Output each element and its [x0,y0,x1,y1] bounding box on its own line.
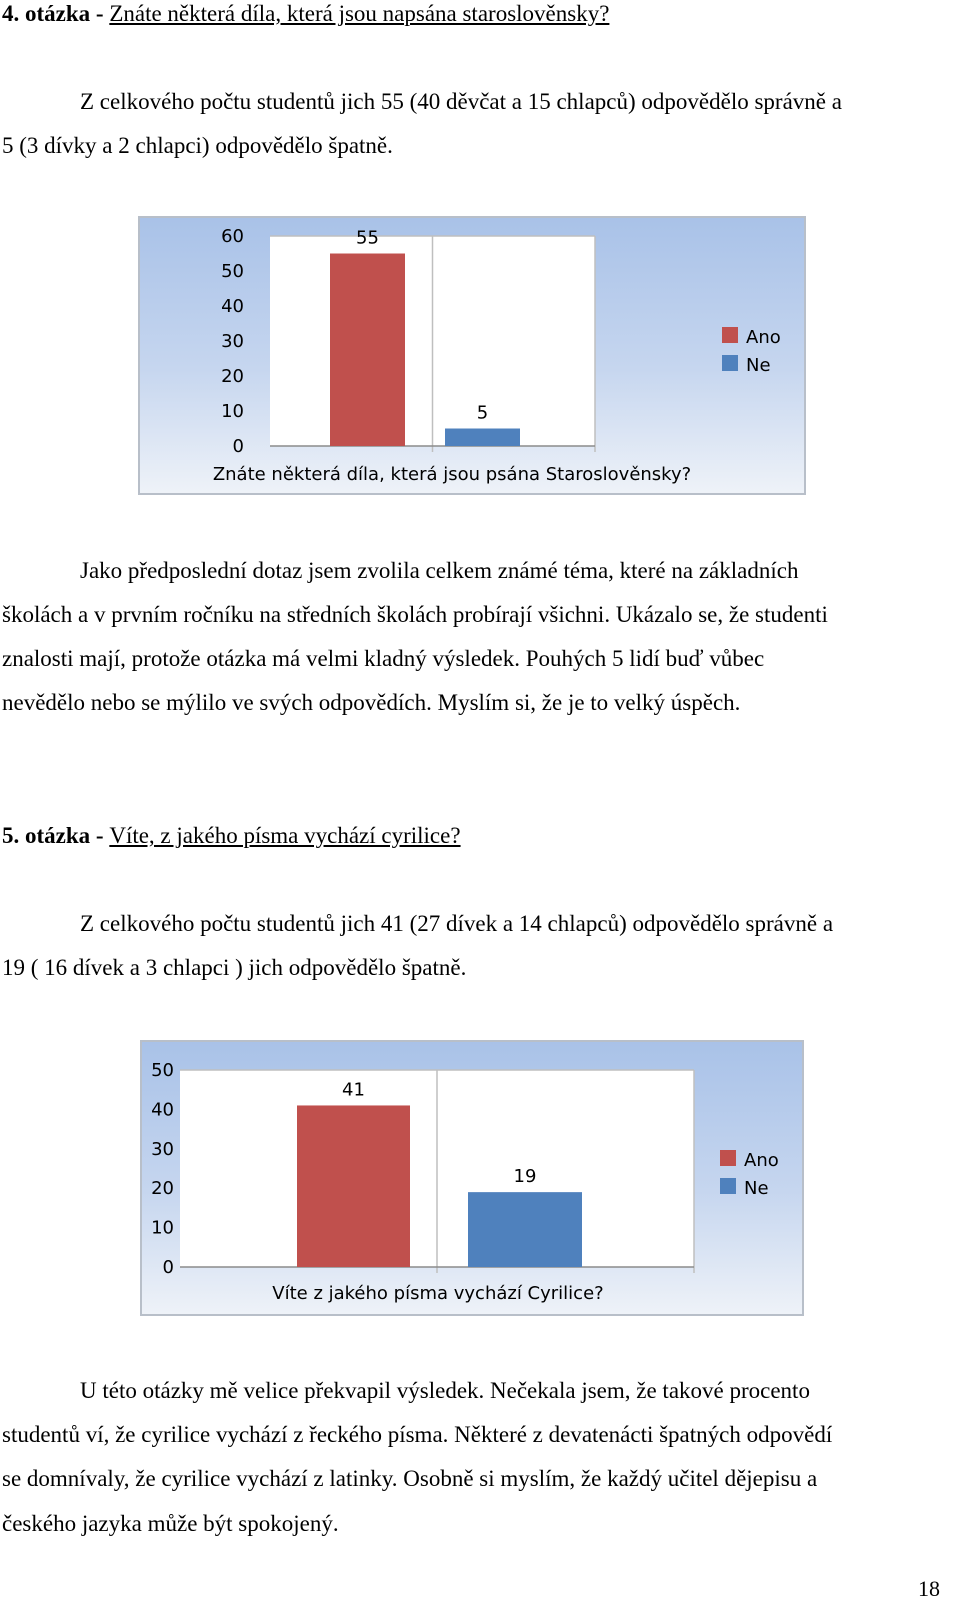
y-tick-label: 40 [221,296,244,317]
chart-svg [142,1042,802,1314]
legend-swatch [720,1178,736,1194]
y-tick-label: 30 [221,331,244,352]
data-label: 5 [476,402,489,424]
page-number: 18 [918,1576,940,1601]
legend-swatch [720,1150,736,1166]
y-tick-label: 60 [221,226,244,247]
q4-heading [2,0,609,28]
q5-comment-line2: studentů ví, že cyrilice vychází z řeckého písma. Některé z devatenácti špatných odpovědí [2,1422,833,1447]
y-tick-label: 30 [151,1138,174,1160]
q4-result-line1: Z celkového počtu studentů jich 55 (40 děvčat a 15 chlapců) odpovědělo správně a [80,89,842,114]
legend-label: Ano [744,1150,779,1171]
legend-label: Ne [744,1178,769,1199]
q4-chart [138,216,806,495]
bar-ne [468,1192,582,1267]
y-tick-label: 20 [151,1178,174,1200]
legend-label: Ano [746,327,781,348]
legend-swatch [722,355,738,371]
q5-chart [140,1040,804,1316]
bar-ano [330,254,405,447]
y-tick-label: 0 [232,436,244,457]
legend-swatch [722,327,738,343]
q4-heading-number: 4. otázka - [2,1,110,26]
q4-comment-line4: nevědělo nebo se mýlilo ve svých odpovědích. Myslím si, že je to velký úspěch. [2,690,741,715]
y-tick-label: 10 [221,401,244,422]
data-label: 19 [513,1166,537,1188]
q5-heading-question: Víte, z jakého písma vychází cyrilice? [109,823,461,848]
q4-result-line2: 5 (3 dívky a 2 chlapci) odpovědělo špatně. [2,133,393,158]
q5-heading-number: 5. otázka - [2,823,110,848]
bar-ne [445,429,520,447]
y-tick-label: 10 [151,1217,174,1239]
x-category-label: Znáte některá díla, která jsou psána Staroslověnsky? [212,464,692,485]
q5-comment-line4: českého jazyka může být spokojený. [2,1511,339,1536]
legend-label: Ne [746,355,771,376]
q4-comment-line3: znalosti mají, protože otázka má velmi kladný výsledek. Pouhých 5 lidí buď vůbec [2,646,765,671]
bar-ano [297,1105,410,1267]
q4-comment-line1: Jako předposlední dotaz jsem zvolila celkem známé téma, které na základních [80,558,799,583]
q4-heading-question: Znáte některá díla, která jsou napsána staroslověnsky? [109,1,610,26]
q5-heading [2,822,461,850]
x-category-label: Víte z jakého písma vychází Cyrilice? [272,1283,604,1304]
data-label: 55 [356,227,379,249]
q5-result-line2: 19 ( 16 dívek a 3 chlapci ) jich odpovědělo špatně. [2,955,467,980]
q5-comment-line1: U této otázky mě velice překvapil výsledek. Nečekala jsem, že takové procento [80,1378,810,1403]
chart-svg [140,218,804,493]
y-tick-label: 20 [221,366,244,387]
y-tick-label: 50 [221,261,244,282]
y-tick-label: 40 [151,1099,174,1121]
data-label: 41 [342,1079,365,1101]
q5-result-line1: Z celkového počtu studentů jich 41 (27 dívek a 14 chlapců) odpovědělo správně a [80,911,834,936]
y-tick-label: 0 [162,1257,174,1278]
q5-comment-line3: se domnívaly, že cyrilice vychází z latinky. Osobně si myslím, že každý učitel dějepisu a [2,1466,818,1491]
y-tick-label: 50 [151,1060,174,1081]
q4-comment-line2: školách a v prvním ročníku na středních školách probírají všichni. Ukázalo se, že studenti [2,602,828,627]
